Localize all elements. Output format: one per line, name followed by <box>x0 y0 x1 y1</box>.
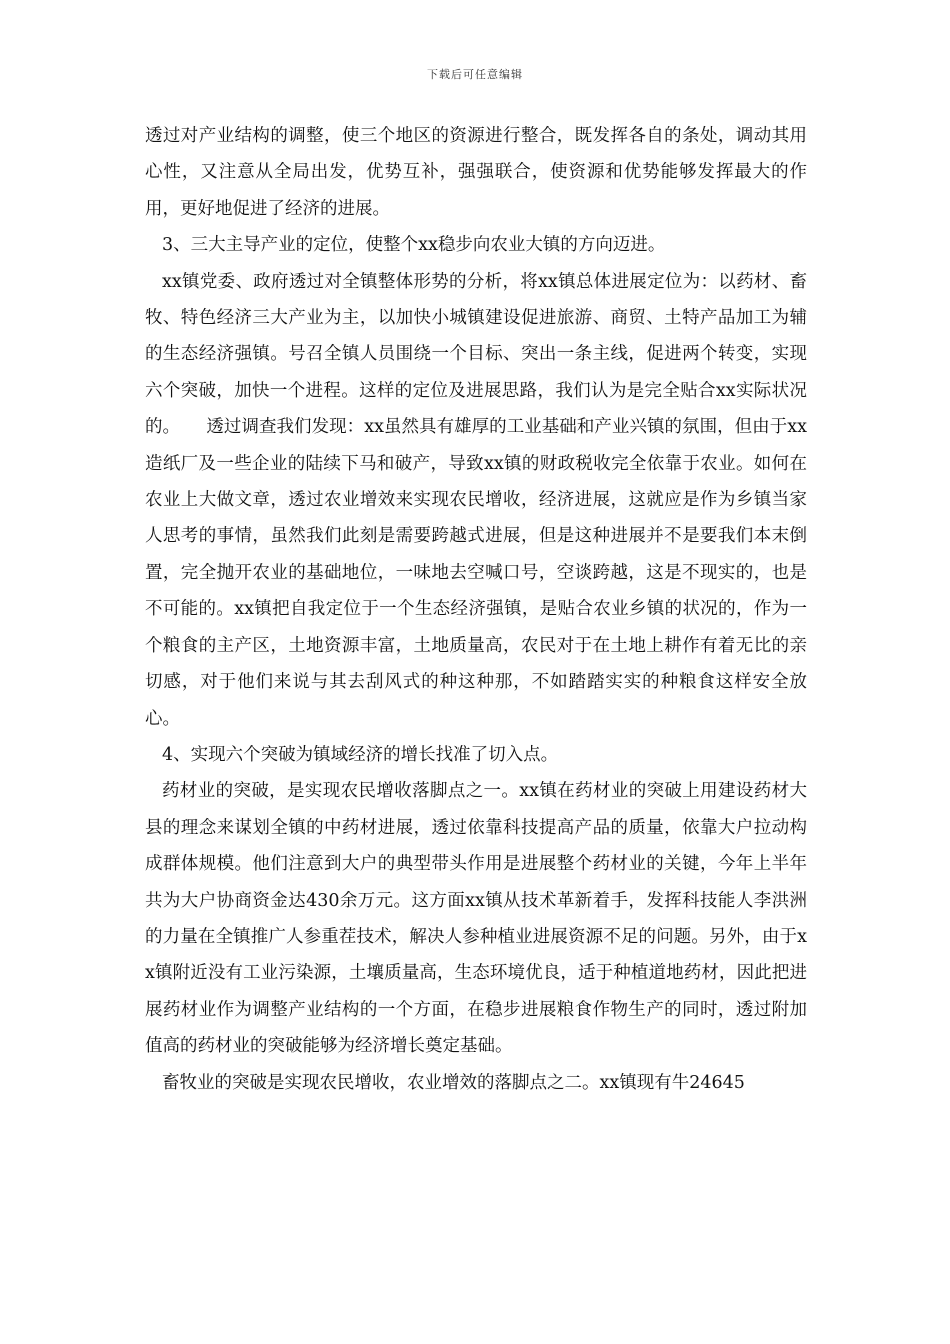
page-header: 下载后可任意编辑 <box>427 68 523 81</box>
paragraph-heading-4: 4、实现六个突破为镇域经济的增长找准了切入点。 <box>162 744 559 765</box>
paragraph-medicinal-herbs: 药材业的突破，是实现农民增收落脚点之一。xx镇在药材业的突破上用建设药材大县的理念来谋划全镇的中药材进展，透过依靠科技提高产品的质量，依靠大户拉动构成群体规模。他们注意到大户的典型带头作用是进展整个药材业的关键，今年上半年共为大户协商资金达430余万元。这方面xx镇从技术革新着手，发挥科技能人李洪洲的力量在全镇推广人参重茬技术，解决人参种植业进展资源不足的问题。另外，由于xx镇附近没有工业污染源，土壤质量高，生态环境优良，适于种植道地药材，因此把进展药材业作为调整产业结构的一个方面，在稳步进展粮食作物生产的同时，透过附加值高的药材业的突破能够为经济增长奠定基础。 <box>145 781 807 1057</box>
paragraph-livestock: 畜牧业的突破是实现农民增收，农业增效的落脚点之二。xx镇现有牛24645 <box>162 1072 745 1093</box>
document-body <box>145 118 807 1101</box>
paragraph-industry-structure: 透过对产业结构的调整，使三个地区的资源进行整合，既发挥各自的条处，调动其用心性，又注意从全局出发，优势互补，强强联合，使资源和优势能够发挥最大的作用，更好地促进了经济的进展。 <box>145 126 807 219</box>
paragraph-positioning: xx镇党委、政府透过对全镇整体形势的分析，将xx镇总体进展定位为：以药材、畜牧、特色经济三大产业为主，以加快小城镇建设促进旅游、商贸、土特产品加工为辅的生态经济强镇。号召全镇人员围绕一个目标、突出一条主线，促进两个转变，实现六个突破，加快一个进程。这样的定位及进展思路，我们认为是完全贴合xx实际状况的。 透过调查我们发现：xx虽然具有雄厚的工业基础和产业兴镇的氛围，但由于xx造纸厂及一些企业的陆续下马和破产，导致xx镇的财政税收完全依靠于农业。如何在农业上大做文章，透过农业增效来实现农民增收，经济进展，这就应是作为乡镇当家人思考的事情，虽然我们此刻是需要跨越式进展，但是这种进展并不是要我们本末倒置，完全抛开农业的基础地位，一味地去空喊口号，空谈跨越，这是不现实的，也是不可能的。xx镇把自我定位于一个生态经济强镇，是贴合农业乡镇的状况的，作为一个粮食的主产区，土地资源丰富，土地质量高，农民对于在土地上耕作有着无比的亲切感，对于他们来说与其去刮风式的种这种那，不如踏踏实实的种粮食这样安全放心。 <box>145 271 807 729</box>
paragraph-heading-3: 3、三大主导产业的定位，使整个xx稳步向农业大镇的方向迈进。 <box>162 235 666 256</box>
